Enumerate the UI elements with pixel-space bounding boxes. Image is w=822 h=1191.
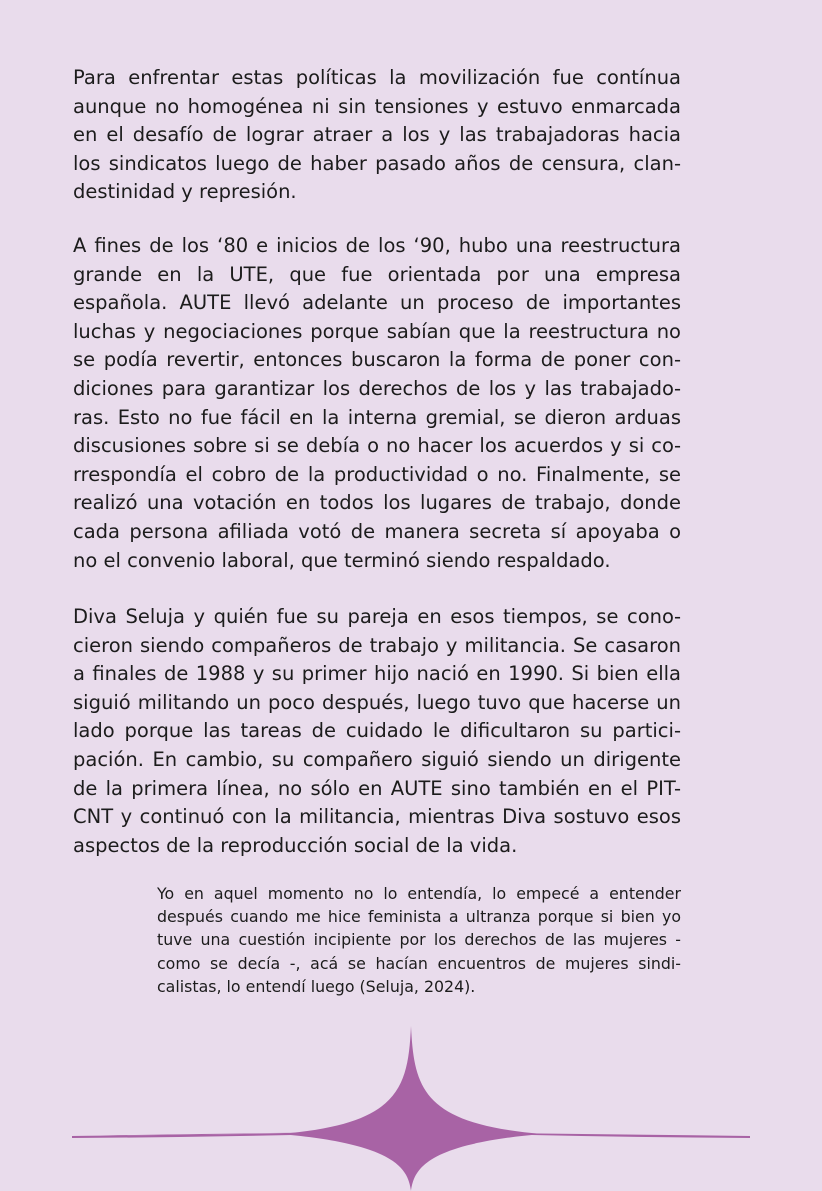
ornament-star — [280, 1026, 542, 1191]
paragraph-2: A fines de los ‘80 e inicios de los ‘90, hubo una reestructura grande en la UTE, que fue orientada por una empresa española. AUTE llevó adelante un proceso de importantes luchas y negociaciones porque sabían que la reestructura no se podía revertir, entonces buscaron la forma de poner condiciones para garantizar los derechos de los y las trabajadoras. Esto no fue fácil en la interna gremial, se dieron arduas discusiones sobre si se debía o no hacer los acuerdos y si correspondía el cobro de la productividad o no. Finalmente, se realizó una votación en todos los lugares de trabajo, donde cada persona afiliada votó de manera secreta sí apoyaba o no el convenio laboral, que terminó siendo respaldado. — [73, 234, 681, 572]
paragraph-3: Diva Seluja y quién fue su pareja en esos tiempos, se conocieron siendo compañeros de trabajo y militancia. Se casaron a finales de 1988 y su primer hijo nació en 1990. Si bien ella siguió militando un poco después, luego tuvo que hacerse un lado porque las tareas de cuidado le dificultaron su participación. En cambio, su compañero siguió siendo un dirigente de la primera línea, no sólo en AUTE sino también en el PIT-CNT y continuó con la militancia, mientras Diva sostuvo esos aspectos de la reproducción social de la vida. — [73, 605, 681, 857]
four-point-star-ornament — [0, 1020, 822, 1191]
block-quote: Yo en aquel momento no lo entendía, lo empecé a entender después cuando me hice feminista a ultranza porque si bien yo tuve una cuestión incipiente por los derechos de las mujeres - como se decía -, acá se hacían encuentros de mujeres sindicalistas, lo entendí luego (Seluja, 2024). — [157, 884, 681, 996]
paragraph-1: Para enfrentar estas políticas la movilización fue contínua aunque no homogénea ni sin tensiones y estuvo enmarcada en el desafío de lograr atraer a los y las trabajadoras hacia los sindicatos luego de haber pasado años de censura, clandestinidad y represión. — [73, 66, 681, 204]
